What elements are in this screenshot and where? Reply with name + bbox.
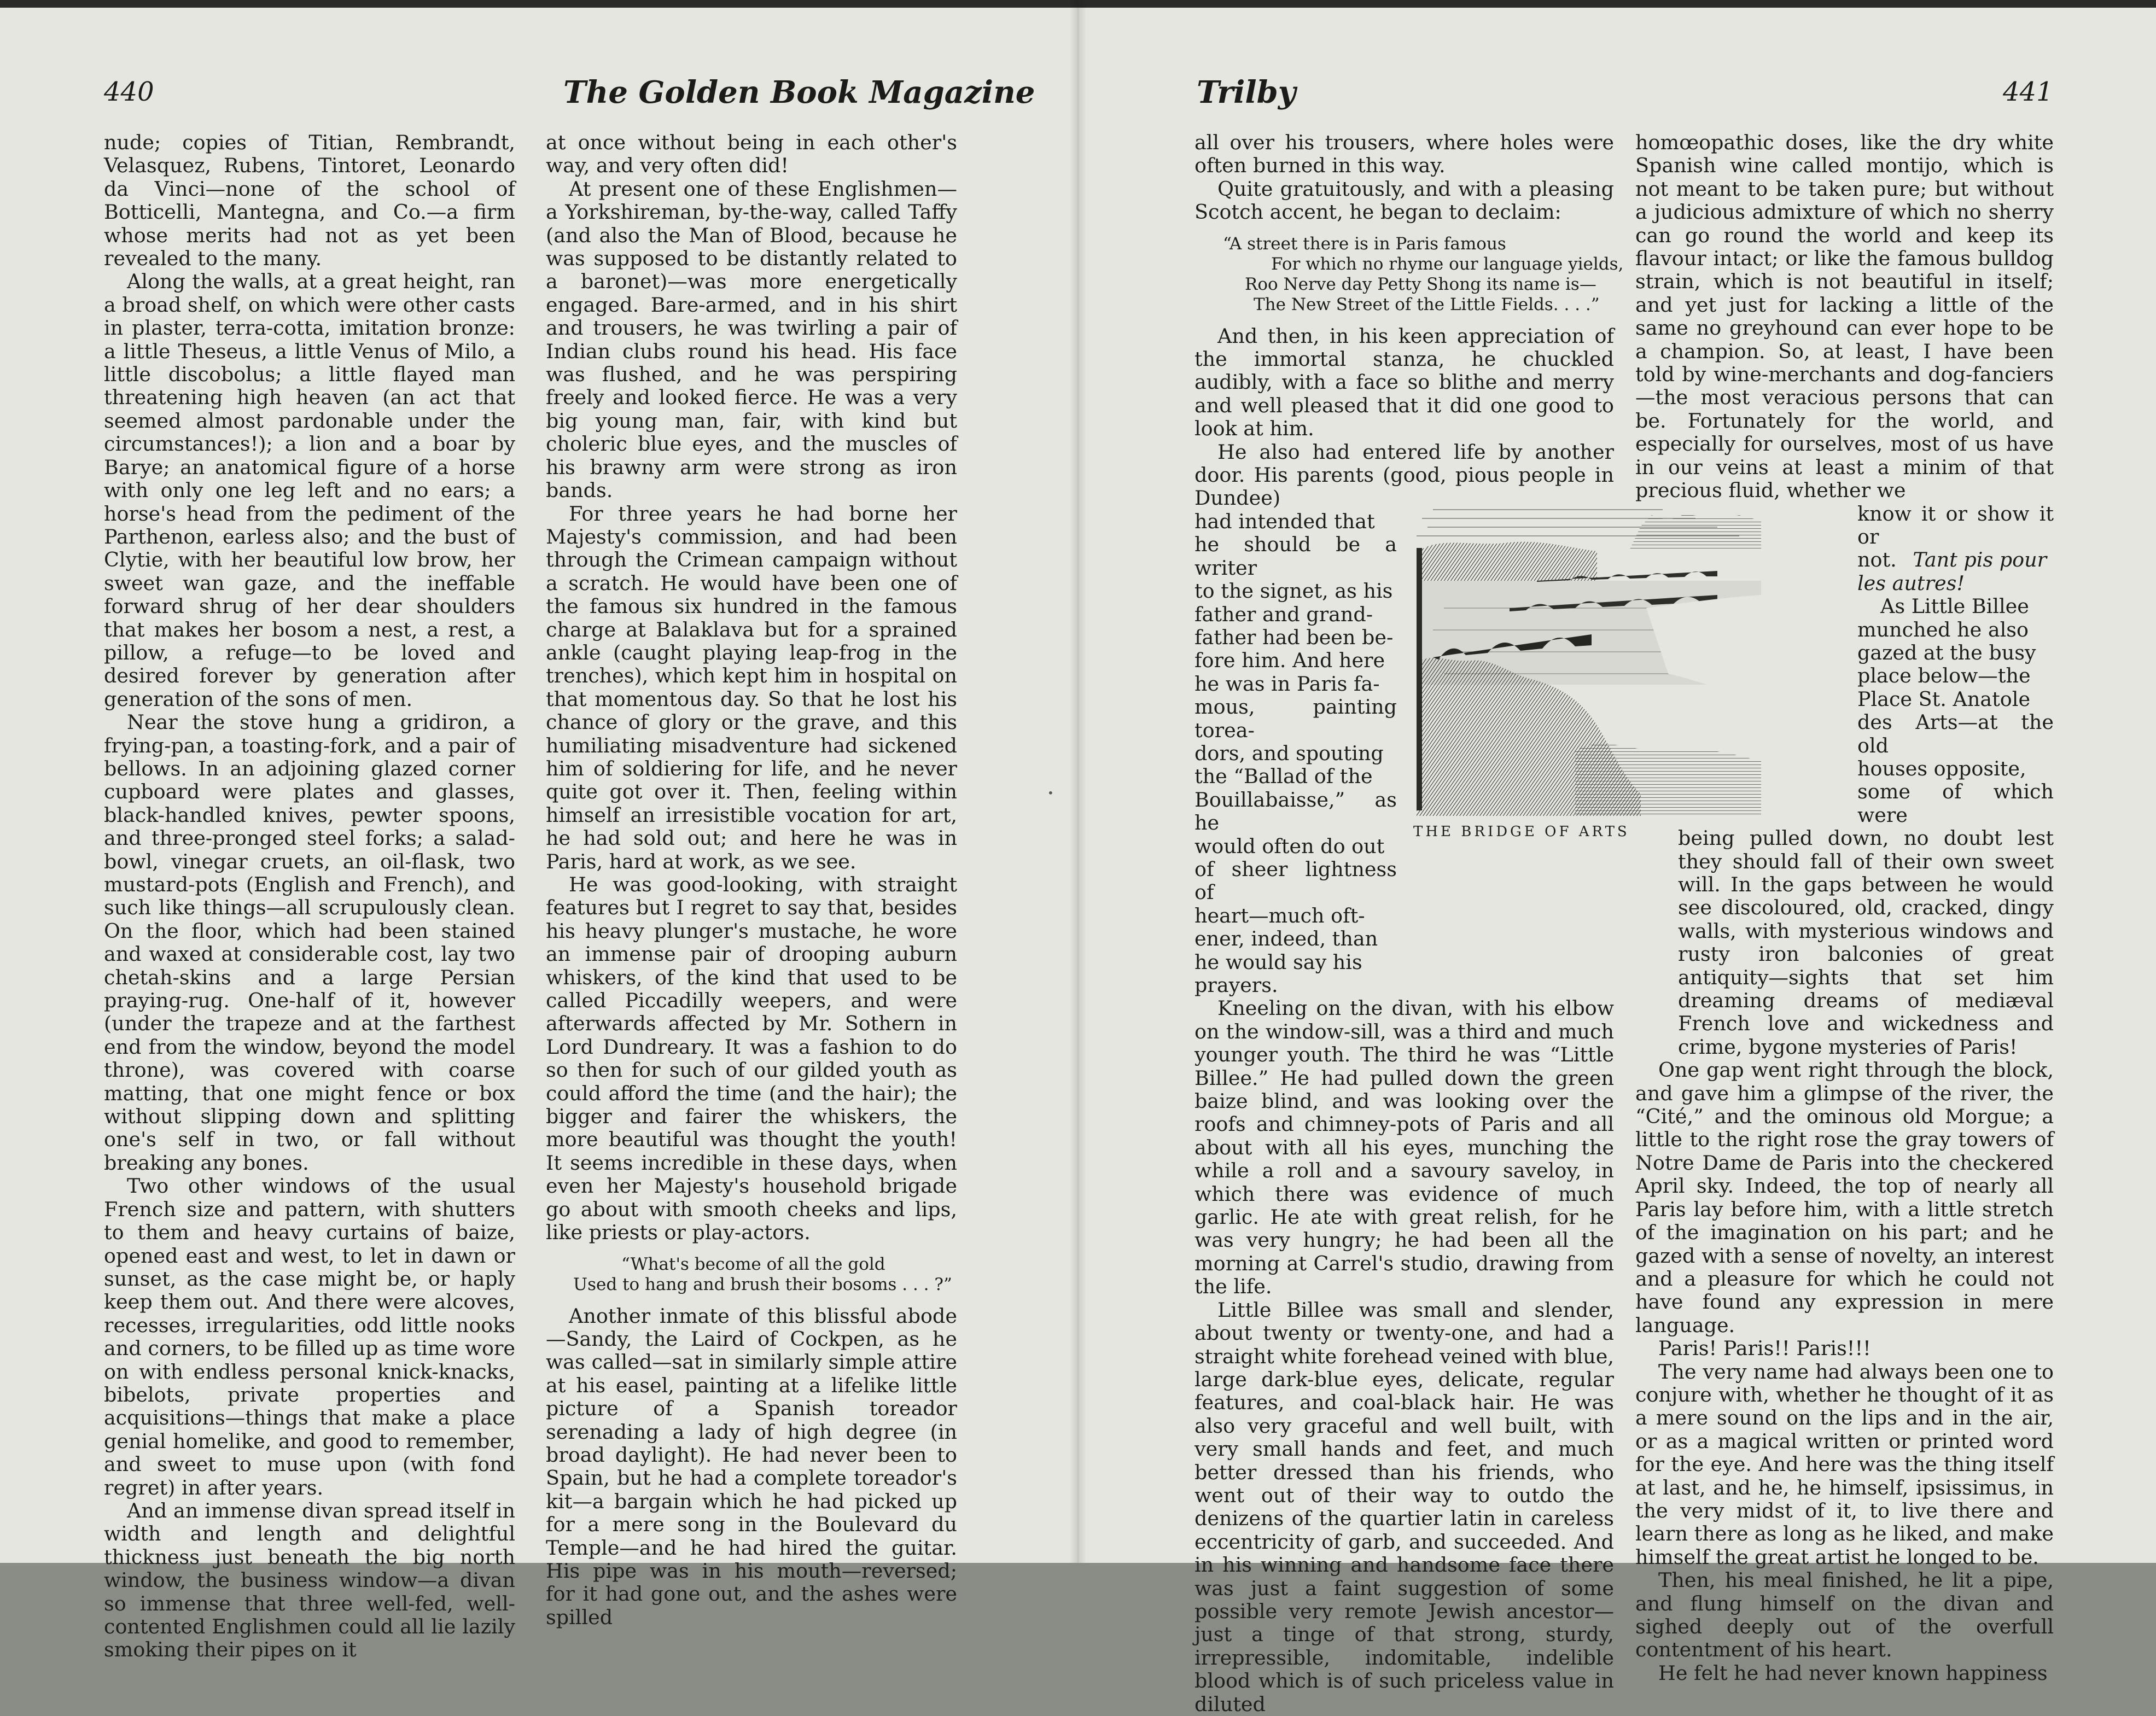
text-column-2 <box>546 131 957 1629</box>
paragraph: Little Billee was small and slender, about twenty or twenty-one, and had a straight white forehead veined with blue, large dark-blue eyes, delicate, regular features, and coal-black hair. He was also very graceful and well built, with very small hands and feet, and much better dressed than his friends, who went out of their way to outdo the denizens of the quartier latin in careless eccentricity of garb, and succeeded. And in his winning and handsome face there was just a faint suggestion of some possible very remote Jewish ancestor—just a tinge of that strong, sturdy, irrepressible, indomitable, indelible blood which is of such priceless value in diluted <box>1194 1298 1614 1716</box>
paragraph: And then, in his keen appreciation of the immortal stanza, he chuckled audibly, with a face so blithe and merry and well pleased that it did one good to look at him. <box>1194 324 1614 441</box>
text-line: to the signet, as his <box>1194 579 1393 603</box>
wrapped-text-beside-illustration <box>1194 510 1397 974</box>
verse-line: “What's become of all the gold <box>621 1254 885 1274</box>
running-head: The Golden Book Magazine <box>563 74 1035 110</box>
paragraph: He was good-looking, with straight features but I regret to say that, besides his heavy plunger's mustache, he wore an immense pair of drooping auburn whiskers, of the kind that used to be called Piccadilly weepers, and were afterwards affected by Mr. Sothern in Lord Dundreary. It was a fashion to do so then for such of our gilded youth as could afford the time (and the hair); the bigger and fairer the whiskers, the more beautiful was thought the youth! It seems incredible in these days, when even her Majesty's household brigade go about with smooth cheeks and lips, like priests or play-actors. <box>546 873 957 1245</box>
paragraph: nude; copies of Titian, Rembrandt, Velasquez, Rubens, Tintoret, Leonardo da Vinci—none of the school of Botticelli, Mantegna, and Co.—a firm whose merits had not as yet been revealed to the many. <box>104 131 515 271</box>
text-line: place below—the <box>1857 664 2031 688</box>
paragraph: He felt he had never known happiness <box>1658 1661 2048 1685</box>
running-head: Trilby <box>1197 74 1296 110</box>
scan-mark: • <box>1047 786 1054 799</box>
text-column-3 <box>1194 131 1624 1716</box>
text-line: he would say his <box>1194 950 1362 974</box>
verse-quote <box>546 1254 957 1295</box>
paragraph: prayers. <box>1194 973 1278 997</box>
text-line: would often do out <box>1194 834 1385 858</box>
italic-text: Tant pis pour <box>1913 548 2047 572</box>
text-line: some of which were <box>1857 780 2054 827</box>
text-line: he should be a writer <box>1194 533 1397 580</box>
text-line: As Little Billee <box>1880 594 2029 618</box>
paragraph: For three years he had borne her Majesty's commission, and had been through the Crimean campaign without a scratch. He would have been one of the famous six hundred in the famous charge at Balaklava but for a sprained ankle (caught playing leap-frog in the trenches), which kept him in hospital on that momentous day. So that he lost his chance of glory or the grave, and this humiliating misadventure had sickened him of soldiering for life, and he never quite got over it. Then, feeling within himself an irresistible vocation for art, he had sold out; and here he was in Paris, hard at work, as we see. <box>546 501 957 873</box>
paragraph: Two other windows of the usual French size and pattern, with shutters to them and heavy curtains of baize, opened east and west, to let in dawn or sunset, as the case might be, or haply keep them out. And there were alcoves, recesses, irregularities, odd little nooks and corners, to be filled up as time wore on with endless personal knick-knacks, bibelots, private properties and acquisitions—things that make a place genial homelike, and good to remember, and sweet to muse upon (with fond regret) in after years. <box>104 1174 515 1499</box>
paragraph: being pulled down, no doubt lest they should fall of their own sweet will. In the gaps between he would see discoloured, old, cracked, dingy walls, with mysterious windows and rusty iron balconies of great antiquity—sights that set him dreaming dreams of mediæval French love and wickedness and crime, bygone mysteries of Paris! <box>1678 826 2054 1059</box>
text-line: father had been be- <box>1194 625 1394 649</box>
paragraph: Kneeling on the divan, with his elbow on the window-sill, was a third and much younger youth. The third he was “Little Billee.” He had pulled down the green baize blind, and was looking over the roofs and chimney-pots of Paris and all about with all his eyes, munching the while a roll and a savoury saveloy, in which there was evidence of much garlic. He ate with great relish, for he was very hungry; he had been all the morning at Carrel's studio, drawing from the life. <box>1194 996 1614 1299</box>
text-line: he was in Paris fa- <box>1194 672 1380 696</box>
text-line: heart—much oft- <box>1194 903 1365 927</box>
text-line: know it or show it or <box>1857 501 2054 548</box>
text-line: gazed at the busy <box>1857 640 2036 664</box>
paragraph: The very name had always been one to conjure with, whether he thought of it as a mere sound on the lips and in the air, or as a magical written or printed word for the eye. And here was the thing itself at last, and he, he himself, ipsissimus, in the very midst of it, to live there and learn there as long as he liked, and make himself the great artist he longed to be. <box>1635 1359 2054 1569</box>
text-line: fore him. And here <box>1194 649 1385 673</box>
verse-line: The New Street of the Little Fields. . . .” <box>1254 294 1600 314</box>
text-line: munched he also <box>1857 617 2029 641</box>
wrapped-text-beside-illustration <box>1857 503 2054 827</box>
text-line: des Arts—at the old <box>1857 710 2054 757</box>
page-number: 440 <box>104 77 154 107</box>
paragraph: And an immense divan spread itself in width and length and delightful thickness just beneath the big north window, the business window—a divan so immense that three well-fed, well-contented Englishmen could all lie lazily smoking their pipes on it <box>104 1498 515 1662</box>
text-line: houses opposite, <box>1857 756 2026 780</box>
paragraph: One gap went right through the block, and gave him a glimpse of the river, the “Cité,” and the ominous old Morgue; a little to the right rose the gray towers of Notre Dame de Paris into the checkered April sky. Indeed, the top of nearly all Paris lay before him, with a little stretch of the imagination on his part; and he gazed with a sense of novelty, an interest and a pleasure for which he could not have found any expression in mere language. <box>1635 1058 2054 1337</box>
text-line: Place St. Anatole <box>1857 687 2031 711</box>
verse-line: “A street there is in Paris famous <box>1223 234 1506 254</box>
illustration-caption: THE BRIDGE OF ARTS <box>1413 824 1630 840</box>
paragraph: all over his trousers, where holes were often burned in this way. <box>1194 131 1614 178</box>
left-page <box>0 0 1072 1662</box>
text-column-1 <box>104 131 515 1662</box>
text-line: dors, and spouting <box>1194 741 1384 765</box>
italic-text: les autres! <box>1857 571 1965 595</box>
paragraph: Paris! Paris!! Paris!!! <box>1658 1336 1871 1361</box>
paragraph: At present one of these Englishmen—a Yorkshireman, by-the-way, called Taffy (and also the Man of Blood, because he was supposed to be distantly related to a baronet)—was more energetically engaged. Bare-armed, and in his shirt and trousers, he was twirling a pair of Indian clubs round his head. His face was flushed, and he was perspiring freely and looked fierce. He was a very big young man, fair, with kind but choleric blue eyes, and the muscles of his brawny arm were strong as iron bands. <box>546 177 957 503</box>
text-line: the “Ballad of the <box>1194 764 1373 789</box>
text-line: father and grand- <box>1194 602 1373 626</box>
text-line: mous, painting torea- <box>1194 695 1397 742</box>
text-span: not. <box>1857 548 1897 572</box>
paragraph: Then, his meal finished, he lit a pipe, and flung himself on the divan and sighed deeply out of the overfull contentment of his heart. <box>1635 1568 2054 1662</box>
paragraph: He also had entered life by another door. His parents (good, pious people in Dundee) <box>1194 440 1614 510</box>
verse-line: Roo Nerve day Petty Shong its name is— <box>1245 274 1596 294</box>
paragraph: Quite gratuitously, and with a pleasing Scotch accent, he began to declaim: <box>1194 177 1614 224</box>
paragraph: Another inmate of this blissful abode—Sandy, the Laird of Cockpen, as he was called—sat in similarly simple attire at his easel, painting at a lifelike little picture of a Spanish toreador serenading a lady of high degree (in broad daylight). He had never been to Spain, but he had a complete toreador's kit—a bargain which he had picked up for a mere song in the Boulevard du Temple—and he had hired the guitar. His pipe was in his mouth—reversed; for it had gone out, and the ashes were spilled <box>546 1304 957 1629</box>
paragraph: homœopathic doses, like the dry white Spanish wine called montijo, which is not meant to be taken pure; but without a judicious admixture of which no sherry can go round the world and keep its flavour intact; or like the famous bulldog strain, which is not beautiful in itself; and yet just for lacking a little of the same no greyhound can ever hope to be a champion. So, at least, I have been told by wine-merchants and dog-fanciers—the most veracious persons that can be. Fortunately for the world, and especially for ourselves, most of us have in our veins at least a minim of that precious fluid, whether we <box>1635 131 2054 503</box>
paragraph: at once without being in each other's way, and very often did! <box>546 131 957 178</box>
text-line: Bouillabaisse,” as he <box>1194 787 1397 835</box>
text-column-4 <box>1635 131 2054 1685</box>
paragraph: Along the walls, at a great height, ran a broad shelf, on which were other casts in plaster, terra-cotta, imitation bronze: a little Theseus, a little Venus of Milo, a little discobolus; a little flayed man threatening high heaven (an act that seemed almost pardonable under the circumstances!); a lion and a boar by Barye; an anatomical figure of a horse with only one leg left and no ears; a horse's head from the pediment of the Parthenon, earless also; and the bust of Clytie, with her beautiful low brow, her sweet wan gaze, and the ineffable forward shrug of her dear shoulders that makes her bosom a nest, a rest, a pillow, a refuge—to be loved and desired forever by generation after generation of the sons of men. <box>104 270 515 711</box>
text-line: had intended that <box>1194 509 1375 533</box>
verse-line: Used to hang and brush their bosoms . . . ?” <box>573 1274 952 1294</box>
verse-quote <box>1194 234 1624 315</box>
text-line: of sheer lightness of <box>1194 857 1397 904</box>
page-number: 441 <box>2003 77 2053 107</box>
paragraph: Near the stove hung a gridiron, a frying-pan, a toasting-fork, and a pair of bellows. In an adjoining glazed corner cupboard were plates and glasses, black-handled knives, pewter spoons, and three-pronged steel forks; a salad-bowl, vinegar cruets, an oil-flask, two mustard-pots (English and French), and such like things—all scrupulously clean. On the floor, which had been stained and waxed at considerable cost, lay two chetah-skins and a large Persian praying-rug. One-half of it, however (under the trapeze and at the farthest end from the window, beyond the model throne), was covered with coarse matting, that one might fence or box without slipping down and splitting one's self in two, or fall without breaking any bones. <box>104 710 515 1175</box>
verse-line: For which no rhyme our language yields, <box>1271 254 1624 274</box>
text-line: ener, indeed, than <box>1194 927 1378 951</box>
text-line <box>1857 548 2054 571</box>
